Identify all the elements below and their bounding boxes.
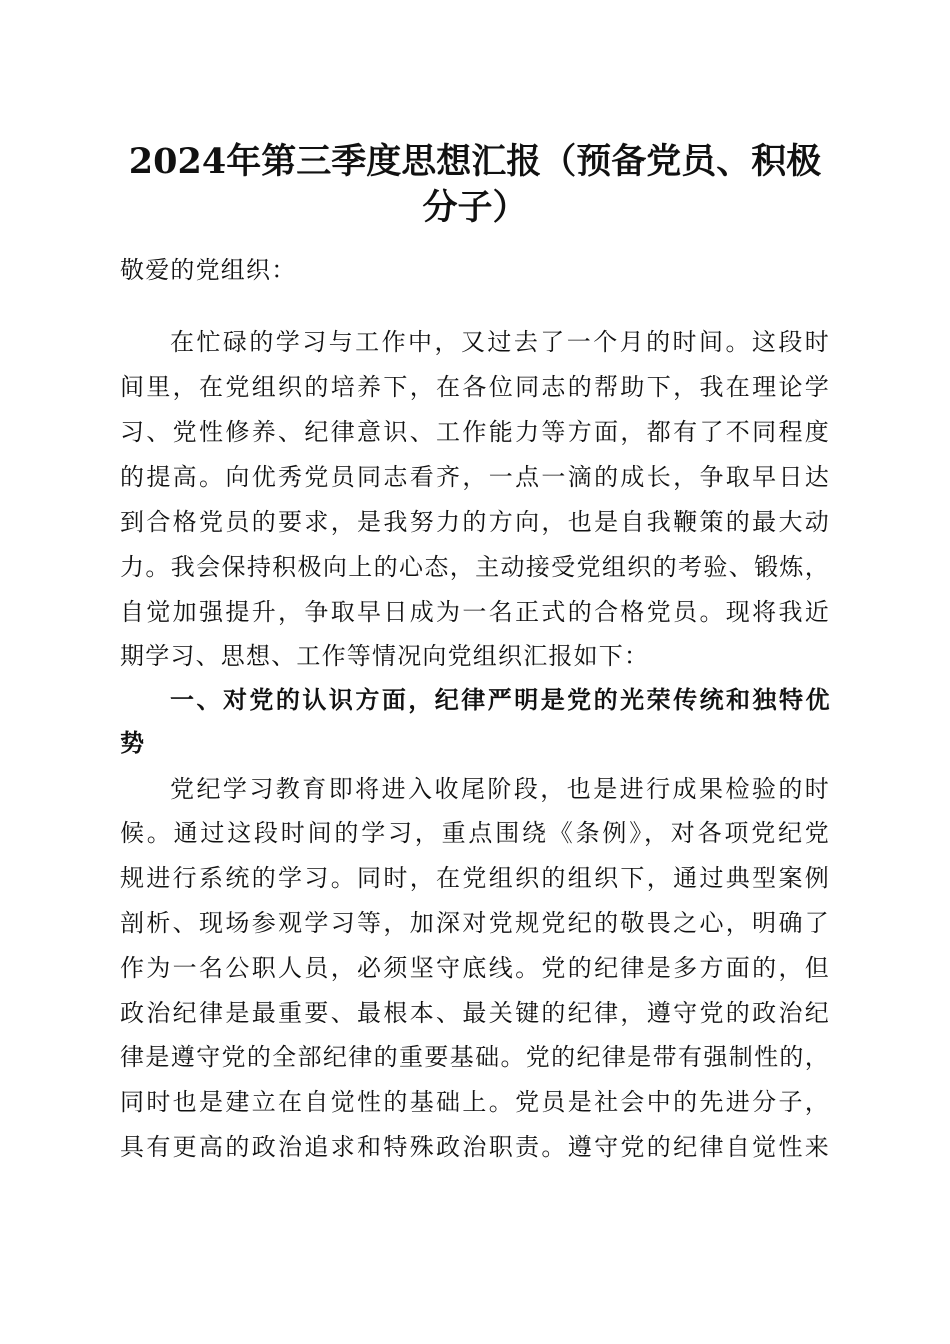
paragraph-line: 政治纪律是最重要、最根本、最关键的纪律，遵守党的政治纪 [120, 999, 830, 1027]
paragraph-line: 作为一名公职人员，必须坚守底线。党的纪律是多方面的，但 [120, 954, 830, 982]
section-heading-line-1: 一、对党的认识方面，纪律严明是党的光荣传统和独特优 [170, 686, 830, 714]
paragraph-line: 同时也是建立在自觉性的基础上。党员是社会中的先进分子， [120, 1088, 830, 1116]
document-title-line-1: 2024年第三季度思想汇报（预备党员、积极 [128, 141, 822, 182]
paragraph-line: 自觉加强提升，争取早日成为一名正式的合格党员。现将我近 [120, 598, 830, 626]
paragraph-line: 习、党性修养、纪律意识、工作能力等方面，都有了不同程度 [120, 418, 830, 446]
paragraph-line: 间里，在党组织的培养下，在各位同志的帮助下，我在理论学 [120, 373, 830, 401]
paragraph-line: 力。我会保持积极向上的心态，主动接受党组织的考验、锻炼， [120, 553, 830, 581]
paragraph-line: 期学习、思想、工作等情况向党组织汇报如下： [120, 642, 650, 670]
section-heading-line-2: 势 [120, 729, 145, 757]
paragraph-line: 具有更高的政治追求和特殊政治职责。遵守党的纪律自觉性来 [120, 1133, 830, 1161]
paragraph-line: 候。通过这段时间的学习，重点围绕《条例》，对各项党纪党 [120, 819, 830, 847]
salutation: 敬爱的党组织： [120, 256, 297, 284]
paragraph-line: 在忙碌的学习与工作中，又过去了一个月的时间。这段时 [170, 328, 830, 356]
paragraph-line: 党纪学习教育即将进入收尾阶段，也是进行成果检验的时 [170, 775, 830, 803]
paragraph-line: 的提高。向优秀党员同志看齐，一点一滴的成长，争取早日达 [120, 463, 830, 491]
paragraph-line: 律是遵守党的全部纪律的重要基础。党的纪律是带有强制性的， [120, 1043, 830, 1071]
paragraph-line: 剖析、现场参观学习等，加深对党规党纪的敬畏之心，明确了 [120, 909, 830, 937]
paragraph-line: 到合格党员的要求，是我努力的方向，也是自我鞭策的最大动 [120, 508, 830, 536]
document-title-line-2: 分子） [422, 187, 528, 228]
paragraph-line: 规进行系统的学习。同时，在党组织的组织下，通过典型案例 [120, 864, 830, 892]
